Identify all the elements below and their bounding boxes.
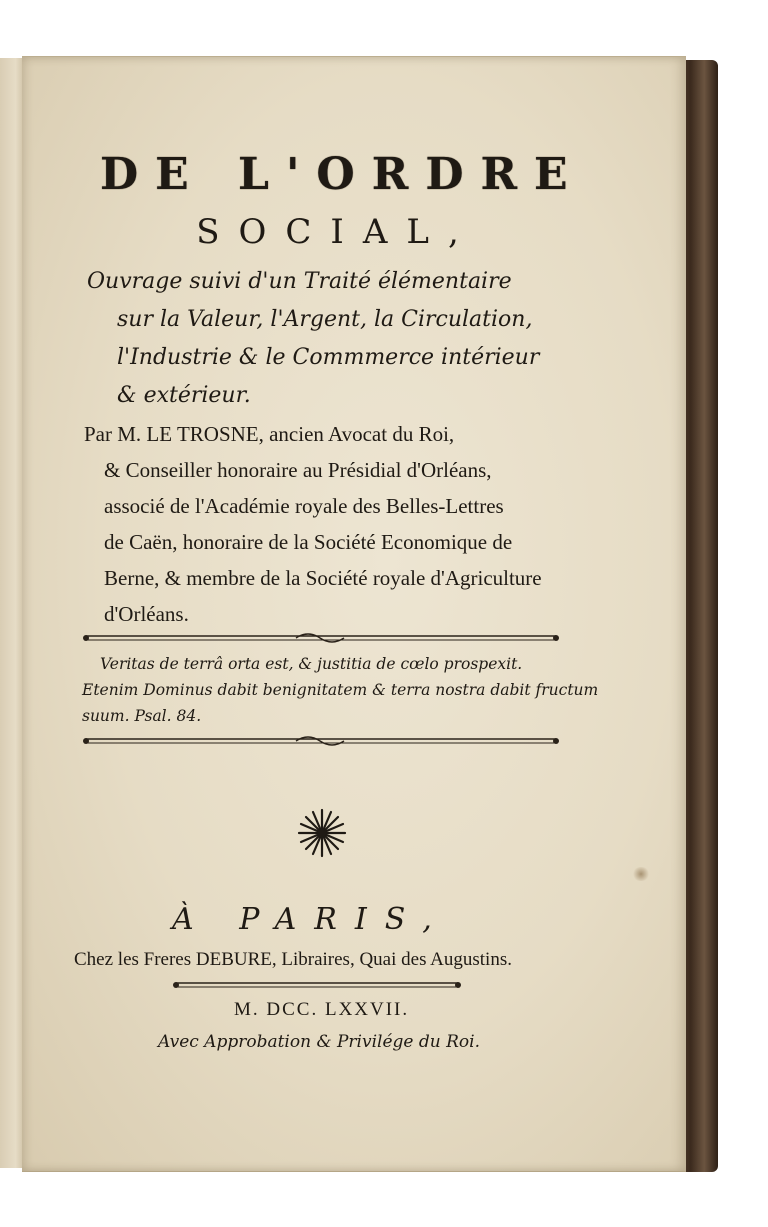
imprint-date: M. DCC. LXXVII.	[234, 999, 410, 1020]
subtitle-line-3: l'Industrie & le Commmerce intérieur	[117, 345, 540, 370]
main-title-line-1: DE L'ORDRE	[100, 149, 585, 200]
foxing-spot	[632, 867, 650, 881]
author-line-4: de Caën, honoraire de la Société Economique de	[104, 530, 513, 554]
motto-line-1: Veritas de terrâ orta est, & justitia de cœlo prospexit.	[100, 655, 523, 673]
main-title-line-2: SOCIAL,	[196, 212, 478, 252]
decorative-rule-icon	[82, 735, 560, 747]
author-line-6: d'Orléans.	[104, 602, 189, 626]
motto-line-2: Etenim Dominus dabit benignitatem & terra nostra dabit fructum	[82, 681, 599, 699]
author-line-5: Berne, & membre de la Société royale d'Agriculture	[104, 566, 542, 590]
imprint-publisher: Chez les Freres DEBURE, Libraires, Quai des Augustins.	[74, 949, 512, 970]
decorative-rule-icon	[172, 979, 462, 991]
imprint-privilege: Avec Approbation & Privilége du Roi.	[158, 1032, 480, 1052]
subtitle-line-1: Ouvrage suivi d'un Traité élémentaire	[87, 269, 512, 294]
imprint-city: À PARIS,	[172, 902, 450, 937]
author-line-3: associé de l'Académie royale des Belles-Lettres	[104, 494, 504, 518]
decorative-rule-icon	[82, 632, 560, 644]
subtitle-line-4: & extérieur.	[117, 383, 251, 408]
subtitle-line-2: sur la Valeur, l'Argent, la Circulation,	[117, 307, 533, 332]
floral-ornament-icon	[296, 807, 348, 859]
motto-line-3: suum. Psal. 84.	[82, 707, 202, 725]
title-page	[22, 56, 686, 1172]
author-line-1: Par M. LE TROSNE, ancien Avocat du Roi,	[84, 422, 455, 446]
author-line-2: & Conseiller honoraire au Présidial d'Orléans,	[104, 458, 492, 482]
